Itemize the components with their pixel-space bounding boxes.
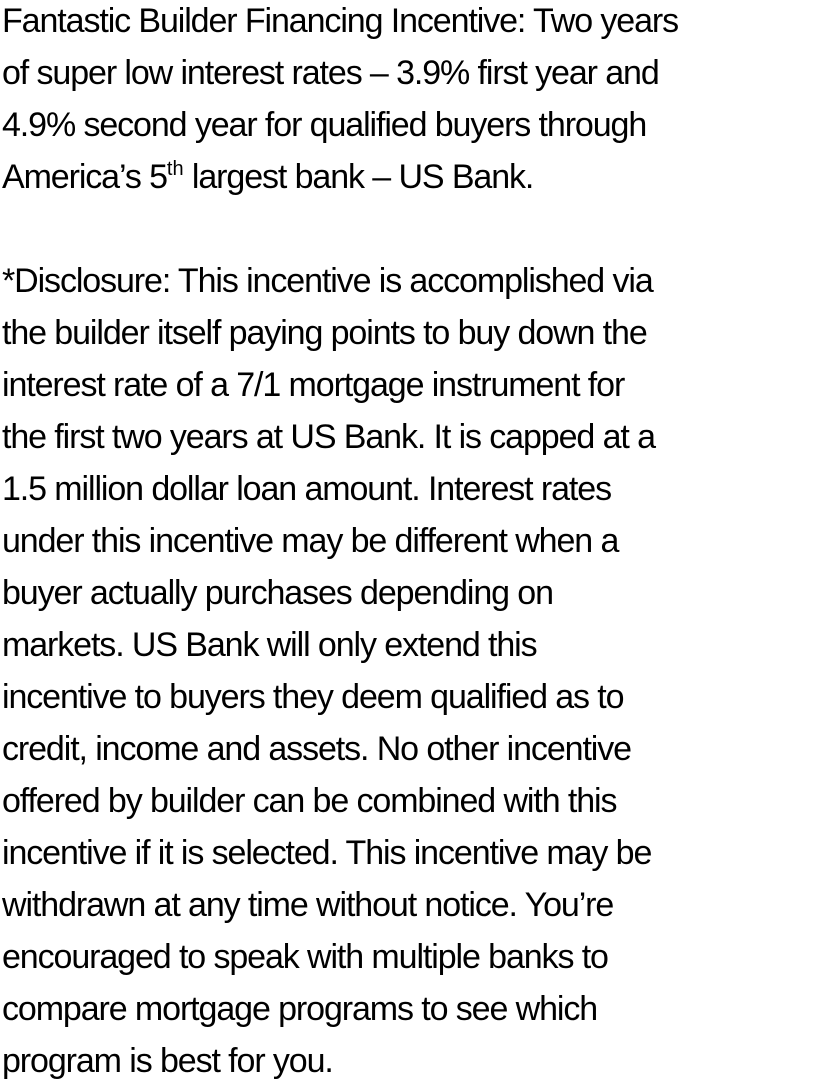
disclosure-line-12: incentive if it is selected. This incentive may be xyxy=(2,834,652,872)
disclosure-line-6: under this incentive may be different when a xyxy=(2,522,619,560)
disclosure-line-11: offered by builder can be combined with this xyxy=(2,782,617,820)
disclosure-line-8: markets. US Bank will only extend this xyxy=(2,626,537,664)
disclosure-line-13: withdrawn at any time without notice. You’re xyxy=(2,886,614,924)
ordinal-superscript: th xyxy=(166,158,184,180)
disclosure-line-9: incentive to buyers they deem qualified as to xyxy=(2,678,624,716)
disclosure-line-3: interest rate of a 7/1 mortgage instrument for xyxy=(2,366,625,404)
disclosure-line-10: credit, income and assets. No other incentive xyxy=(2,730,631,768)
intro-line-4-text: America’s 5 xyxy=(2,158,167,196)
disclosure-line-1: *Disclosure: This incentive is accomplished via xyxy=(2,262,653,300)
disclosure-line-15: compare mortgage programs to see which xyxy=(2,990,598,1028)
intro-line-1: Fantastic Builder Financing Incentive: Two years xyxy=(2,2,679,40)
disclosure-line-14: encouraged to speak with multiple banks to xyxy=(2,938,608,976)
intro-line-2: of super low interest rates – 3.9% first year and xyxy=(2,54,659,92)
intro-line-4 xyxy=(2,151,533,203)
disclosure-line-16: program is best for you. xyxy=(2,1042,333,1080)
intro-line-4-text-end: largest bank – US Bank. xyxy=(183,158,534,196)
intro-line-3: 4.9% second year for qualified buyers through xyxy=(2,106,647,144)
disclosure-line-2: the builder itself paying points to buy down the xyxy=(2,314,647,352)
disclosure-line-4: the first two years at US Bank. It is capped at a xyxy=(2,418,655,456)
disclosure-line-5: 1.5 million dollar loan amount. Interest rates xyxy=(2,470,611,508)
disclosure-line-7: buyer actually purchases depending on xyxy=(2,574,553,612)
